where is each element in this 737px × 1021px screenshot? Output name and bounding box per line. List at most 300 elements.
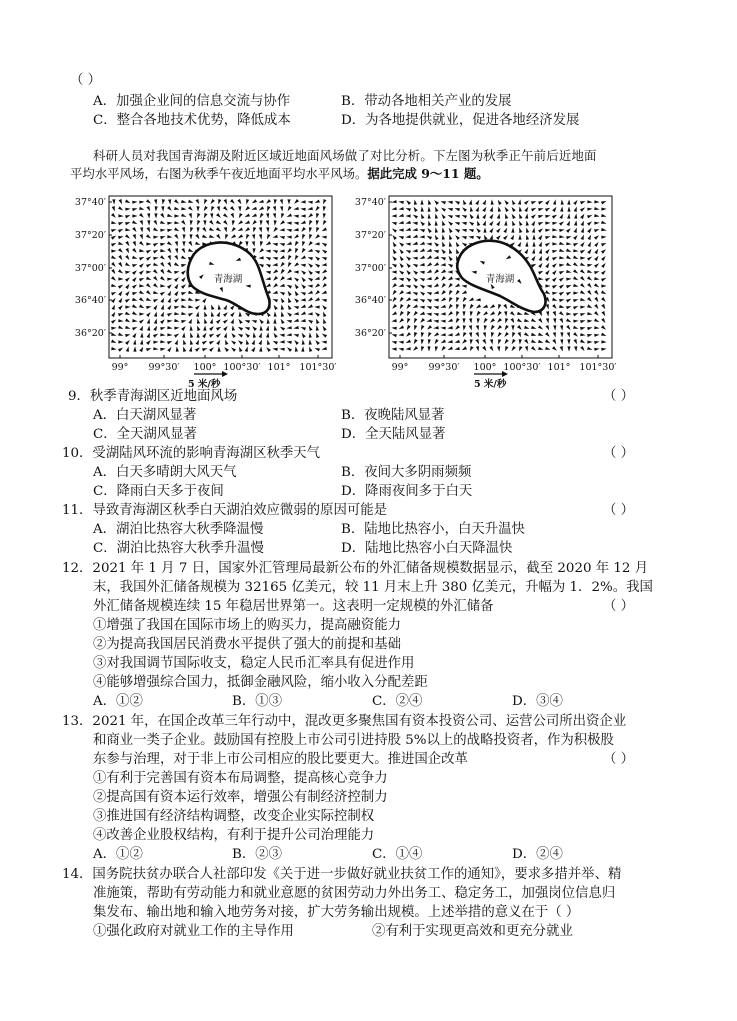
- wind-arrow: [434, 250, 439, 253]
- wind-arrow: [399, 290, 404, 295]
- wind-arrow: [399, 284, 404, 287]
- wind-arrow: [470, 206, 473, 211]
- wind-arrow: [267, 206, 270, 212]
- wind-arrow: [225, 234, 228, 240]
- wind-arrow: [153, 220, 157, 225]
- wind-arrow: [111, 213, 116, 218]
- wind-arrow: [300, 214, 305, 217]
- wind-arrow: [574, 213, 577, 218]
- wind-arrow: [153, 326, 157, 331]
- wind-arrow: [512, 207, 516, 212]
- wind-arrow: [483, 227, 486, 232]
- wind-arrow: [503, 235, 508, 240]
- wind-arrow: [195, 305, 200, 310]
- wind-arrow: [601, 284, 606, 287]
- wind-arrow: [223, 312, 228, 317]
- wind-arrow: [413, 215, 418, 219]
- wind-arrow: [462, 207, 467, 212]
- wind-arrow: [287, 199, 290, 204]
- wind-arrow: [197, 220, 200, 225]
- wind-arrow: [224, 333, 227, 338]
- wind-arrow: [504, 200, 509, 205]
- wind-arrow: [405, 243, 410, 246]
- wind-arrow: [455, 340, 460, 343]
- wind-arrow: [469, 318, 472, 323]
- wind-arrow: [155, 206, 158, 211]
- wind-arrow: [245, 241, 248, 246]
- wind-arrow: [434, 313, 439, 316]
- wind-arrow: [573, 326, 578, 329]
- wind-arrow: [490, 304, 495, 308]
- wind-arrow: [218, 346, 221, 351]
- wind-arrow: [462, 346, 467, 350]
- wind-arrow: [538, 222, 543, 226]
- wind-arrow: [406, 221, 411, 224]
- wind-arrow: [174, 298, 179, 303]
- wind-arrow: [574, 339, 578, 344]
- wind-arrow: [545, 249, 550, 254]
- wind-arrow: [567, 199, 570, 204]
- wind-arrow: [302, 339, 305, 344]
- wind-arrow: [482, 346, 486, 351]
- wind-arrow: [225, 340, 228, 345]
- wind-arrow: [398, 341, 403, 344]
- wind-arrow: [252, 207, 258, 210]
- wind-arrow: [524, 332, 529, 336]
- wind-arrow: [391, 271, 396, 274]
- wind-arrow: [398, 201, 403, 204]
- wind-arrow: [405, 291, 410, 294]
- wind-arrow: [181, 284, 186, 289]
- wind-arrow: [594, 304, 598, 309]
- wind-arrow: [476, 228, 481, 233]
- wind-arrow: [428, 332, 432, 337]
- wind-arrow: [302, 333, 306, 338]
- wind-arrow: [266, 199, 271, 204]
- wind-arrow: [427, 299, 432, 303]
- wind-arrow: [183, 347, 186, 353]
- wind-arrow: [531, 326, 536, 329]
- wind-arrow: [587, 228, 591, 233]
- wind-arrow: [469, 200, 472, 205]
- wind-arrow: [601, 278, 606, 282]
- wind-arrow: [118, 348, 123, 352]
- wind-arrow: [441, 283, 446, 288]
- intro-instruction: 据此完成 9～11 题。: [367, 166, 489, 181]
- wind-arrow: [111, 236, 116, 240]
- wind-arrow: [490, 207, 493, 213]
- wind-arrow: [294, 262, 299, 266]
- wind-arrow: [195, 299, 200, 302]
- wind-arrow: [315, 256, 320, 261]
- wind-arrow: [559, 318, 563, 323]
- wind-arrow: [118, 319, 123, 322]
- wind-arrow: [321, 341, 326, 344]
- wind-arrow: [496, 228, 501, 233]
- wind-arrow: [546, 318, 549, 323]
- wind-arrow: [111, 327, 116, 330]
- wind-arrow: [216, 340, 220, 345]
- wind-arrow: [483, 332, 486, 337]
- wind-arrow: [160, 276, 165, 281]
- wind-arrow: [566, 249, 571, 253]
- wind-arrow: [601, 311, 605, 316]
- wind-arrow: [455, 222, 460, 225]
- wind-arrow: [315, 283, 320, 287]
- wind-arrow: [154, 199, 157, 204]
- wind-arrow: [287, 229, 292, 232]
- wind-arrow: [322, 299, 327, 302]
- wind-arrow: [174, 327, 179, 330]
- wind-arrow: [295, 248, 298, 254]
- wind-arrow: [560, 346, 563, 352]
- wind-arrow: [309, 339, 312, 344]
- wind-arrow: [531, 201, 536, 204]
- wind-arrow: [427, 325, 432, 330]
- wind-arrow: [252, 340, 255, 345]
- wind-arrow: [545, 229, 550, 232]
- wind-arrow: [316, 227, 319, 232]
- wind-arrow: [601, 221, 607, 224]
- wind-arrow: [545, 236, 551, 239]
- wind-arrow: [295, 346, 298, 351]
- wind-arrow: [237, 199, 241, 204]
- wind-arrow: [230, 305, 235, 310]
- wind-arrow: [497, 213, 500, 219]
- wind-arrow: [546, 325, 550, 330]
- wind-arrow: [580, 276, 585, 281]
- wind-arrow: [253, 248, 256, 253]
- wind-arrow: [252, 220, 257, 225]
- wind-arrow: [498, 304, 501, 310]
- wind-arrow: [566, 318, 571, 322]
- wind-arrow: [125, 334, 130, 337]
- wind-arrow: [406, 228, 412, 231]
- wind-arrow: [531, 318, 536, 322]
- map-midnight: [342, 190, 622, 380]
- wind-arrow: [468, 236, 473, 239]
- wind-arrow: [146, 271, 151, 274]
- q12-option-c: C．②④: [372, 694, 423, 709]
- wind-arrow: [111, 229, 117, 232]
- wind-arrow: [167, 347, 171, 352]
- wind-arrow: [274, 311, 277, 316]
- wind-arrow: [538, 340, 543, 343]
- wind-arrow: [393, 249, 397, 254]
- wind-arrow: [203, 325, 206, 330]
- wind-arrow: [518, 199, 521, 204]
- wind-arrow: [197, 332, 200, 337]
- wind-arrow: [413, 284, 418, 289]
- wind-arrow: [286, 326, 291, 329]
- q8-option-c: C．整合各地技术优势，降低成本: [93, 113, 291, 128]
- wind-arrow: [524, 312, 530, 315]
- wind-arrow: [274, 199, 277, 204]
- wind-arrow: [239, 347, 243, 352]
- wind-arrow: [573, 262, 578, 266]
- wind-arrow: [266, 264, 271, 268]
- wind-arrow: [531, 214, 536, 219]
- wind-arrow: [566, 263, 571, 267]
- wind-arrow: [504, 332, 509, 337]
- wind-arrow: [147, 319, 150, 324]
- wind-arrow: [587, 221, 592, 226]
- wind-arrow: [435, 235, 439, 240]
- wind-arrow: [140, 234, 143, 240]
- wind-arrow: [559, 292, 564, 296]
- wind-arrow: [566, 278, 571, 281]
- wind-arrow: [442, 221, 445, 227]
- wind-arrow: [545, 243, 550, 247]
- wind-arrow: [181, 312, 186, 315]
- wind-arrow: [111, 292, 116, 296]
- wind-arrow: [524, 249, 528, 254]
- wind-arrow: [566, 228, 571, 233]
- wind-arrow: [601, 304, 605, 309]
- wind-arrow: [447, 270, 452, 273]
- wind-arrow: [601, 270, 606, 275]
- wind-arrow: [174, 334, 179, 338]
- wind-arrow: [420, 299, 425, 303]
- wind-arrow: [153, 250, 158, 254]
- wind-arrow: [456, 249, 459, 255]
- wind-arrow: [490, 235, 493, 240]
- wind-arrow: [441, 346, 446, 351]
- wind-arrow: [167, 341, 172, 344]
- wind-arrow: [273, 227, 278, 232]
- wind-arrow: [427, 319, 432, 322]
- q8-answer-paren: （ ）: [70, 73, 102, 88]
- wind-arrow: [132, 319, 137, 322]
- wind-arrow: [197, 227, 200, 232]
- wind-arrow: [455, 235, 460, 240]
- lon-tick-label: 101°: [547, 362, 571, 373]
- wind-arrow: [601, 348, 606, 351]
- wind-arrow: [211, 206, 215, 211]
- wind-arrow: [153, 347, 158, 350]
- wind-arrow: [294, 298, 299, 303]
- wind-arrow: [174, 207, 179, 210]
- wind-arrow: [309, 227, 312, 232]
- wind-arrow: [497, 325, 502, 330]
- wind-arrow: [441, 208, 446, 212]
- wind-arrow: [594, 283, 599, 287]
- wind-arrow: [476, 325, 479, 330]
- wind-arrow: [594, 334, 599, 337]
- wind-arrow: [203, 304, 206, 309]
- wind-arrow: [559, 278, 564, 282]
- wind-arrow: [153, 299, 158, 303]
- wind-arrow: [580, 306, 585, 309]
- wind-arrow: [526, 228, 529, 233]
- wind-arrow: [475, 200, 479, 205]
- wind-arrow: [216, 227, 221, 231]
- wind-arrow: [428, 339, 431, 344]
- wind-arrow: [245, 320, 251, 323]
- wind-arrow: [406, 332, 411, 337]
- q12-line-2: 末，我国外汇储备规模为 32165 亿美元，较 11 月末上升 380 亿美元，升幅为 1．2%。我国: [93, 580, 653, 595]
- wind-arrow: [580, 339, 585, 343]
- wind-arrow: [316, 333, 319, 338]
- q13-item-4: ④改善企业股权结构，有利于提升公司治理能力: [93, 828, 375, 843]
- wind-arrow: [125, 340, 130, 345]
- wind-arrow: [209, 227, 214, 231]
- wind-arrow: [573, 313, 579, 316]
- q8-option-b: B．带动各地相关产业的发展: [341, 94, 512, 109]
- wind-arrow: [273, 213, 276, 218]
- q9-option-a: A．白天湖风显著: [93, 408, 197, 423]
- wind-arrow: [316, 325, 319, 330]
- wind-arrow: [448, 283, 453, 288]
- wind-arrow: [519, 228, 522, 234]
- wind-arrow: [202, 333, 206, 338]
- wind-arrow: [435, 346, 438, 351]
- wind-arrow: [406, 208, 411, 211]
- wind-arrow: [111, 250, 116, 253]
- wind-arrow: [447, 340, 452, 343]
- wind-arrow: [428, 228, 432, 233]
- wind-arrow: [167, 269, 172, 273]
- wind-arrow: [545, 256, 549, 261]
- wind-arrow: [428, 200, 431, 205]
- wind-arrow: [498, 332, 502, 337]
- wind-arrow: [553, 332, 556, 337]
- wind-arrow: [139, 201, 144, 204]
- wind-arrow: [181, 200, 186, 203]
- wind-arrow: [399, 236, 404, 239]
- wind-arrow: [392, 229, 397, 233]
- wind-arrow: [125, 271, 130, 274]
- wind-arrow: [588, 242, 592, 247]
- wind-arrow: [223, 326, 228, 331]
- wind-arrow: [552, 285, 557, 289]
- wind-arrow: [449, 228, 453, 233]
- wind-arrow: [421, 332, 424, 337]
- wind-arrow: [448, 319, 453, 322]
- wind-arrow: [202, 235, 207, 239]
- wind-arrow: [498, 200, 502, 205]
- wind-arrow: [288, 206, 292, 211]
- wind-arrow: [190, 333, 193, 339]
- wind-arrow: [588, 235, 592, 240]
- lat-tick-label: 37°40′: [354, 197, 386, 208]
- wind-arrow: [454, 278, 459, 281]
- wind-arrow: [181, 248, 185, 253]
- wind-arrow: [434, 276, 439, 281]
- wind-arrow: [447, 201, 453, 204]
- wind-arrow: [203, 220, 206, 225]
- wind-arrow: [308, 291, 313, 294]
- wind-arrow: [413, 346, 418, 351]
- wind-arrow: [181, 305, 186, 308]
- wind-arrow: [161, 312, 165, 317]
- wind-arrow: [216, 327, 221, 331]
- wind-arrow: [231, 341, 236, 345]
- wind-arrow: [566, 306, 572, 309]
- wind-arrow: [462, 290, 467, 294]
- wind-arrow: [168, 199, 171, 204]
- wind-arrow: [160, 255, 165, 259]
- wind-arrow: [321, 236, 326, 239]
- wind-arrow: [573, 235, 578, 240]
- wind-arrow: [566, 236, 571, 239]
- wind-arrow: [323, 199, 327, 204]
- q10-option-d: D．降雨夜间多于白天: [341, 484, 473, 499]
- wind-arrow: [288, 298, 291, 304]
- wind-arrow: [188, 291, 194, 294]
- wind-arrow: [139, 304, 144, 308]
- wind-arrow: [587, 283, 592, 288]
- wind-arrow: [280, 262, 285, 267]
- q14-line-1: 14．国务院扶贫办联合人社部印发《关于进一步做好就业扶贫工作的通知》，要求多措并举、精: [62, 867, 622, 882]
- wind-arrow: [160, 298, 164, 303]
- wind-arrow: [153, 243, 158, 247]
- wind-arrow: [427, 262, 432, 266]
- wind-arrow: [274, 333, 278, 338]
- wind-arrow: [266, 332, 269, 337]
- wind-arrow: [111, 333, 116, 336]
- wind-arrow: [469, 332, 472, 337]
- wind-arrow: [301, 270, 306, 275]
- wind-arrow: [202, 298, 206, 303]
- wind-arrow: [273, 250, 278, 253]
- wind-arrow: [587, 304, 592, 308]
- wind-arrow: [181, 270, 186, 275]
- wind-arrow: [125, 228, 130, 231]
- wind-arrow: [287, 285, 292, 289]
- wind-arrow: [259, 206, 264, 210]
- wind-arrow: [139, 284, 144, 287]
- wind-arrow: [322, 283, 327, 288]
- q10-option-c: C．降雨白天多于夜间: [93, 484, 224, 499]
- wind-arrow: [146, 298, 151, 301]
- wind-arrow: [441, 257, 446, 261]
- wind-arrow: [245, 333, 250, 338]
- q12-option-b: B．①③: [232, 694, 283, 709]
- wind-arrow: [420, 292, 425, 296]
- lake-label: 青海湖: [213, 274, 243, 285]
- wind-arrow: [111, 269, 115, 274]
- wind-arrow: [420, 229, 426, 232]
- wind-arrow: [512, 339, 516, 344]
- map-noon: [62, 190, 342, 380]
- wind-arrow: [216, 213, 221, 218]
- wind-arrow: [146, 199, 151, 203]
- wind-arrow: [406, 285, 412, 288]
- q8-option-a: A．加强企业间的信息交流与协作: [93, 94, 291, 109]
- wind-arrow: [111, 276, 116, 281]
- wind-arrow: [231, 319, 234, 324]
- wind-arrow: [300, 298, 305, 301]
- wind-arrow: [259, 333, 262, 339]
- wind-arrow: [238, 234, 243, 238]
- wind-arrow: [449, 242, 452, 247]
- wind-arrow: [287, 312, 292, 317]
- q14-line-3: 集发布、输出地和输入地劳务对接，扩大劳务输出规模。上述举措的意义在于（ ）: [93, 905, 580, 920]
- wind-arrow: [238, 327, 243, 331]
- wind-arrow: [174, 277, 179, 282]
- wind-arrow: [581, 221, 584, 226]
- wind-arrow: [308, 304, 313, 308]
- wind-arrow: [470, 346, 474, 351]
- wind-arrow: [545, 278, 550, 282]
- wind-arrow: [512, 214, 516, 219]
- wind-arrow: [447, 326, 452, 329]
- wind-arrow: [580, 242, 584, 247]
- wind-arrow: [188, 319, 192, 324]
- wind-arrow: [517, 325, 522, 330]
- wind-arrow: [442, 214, 446, 219]
